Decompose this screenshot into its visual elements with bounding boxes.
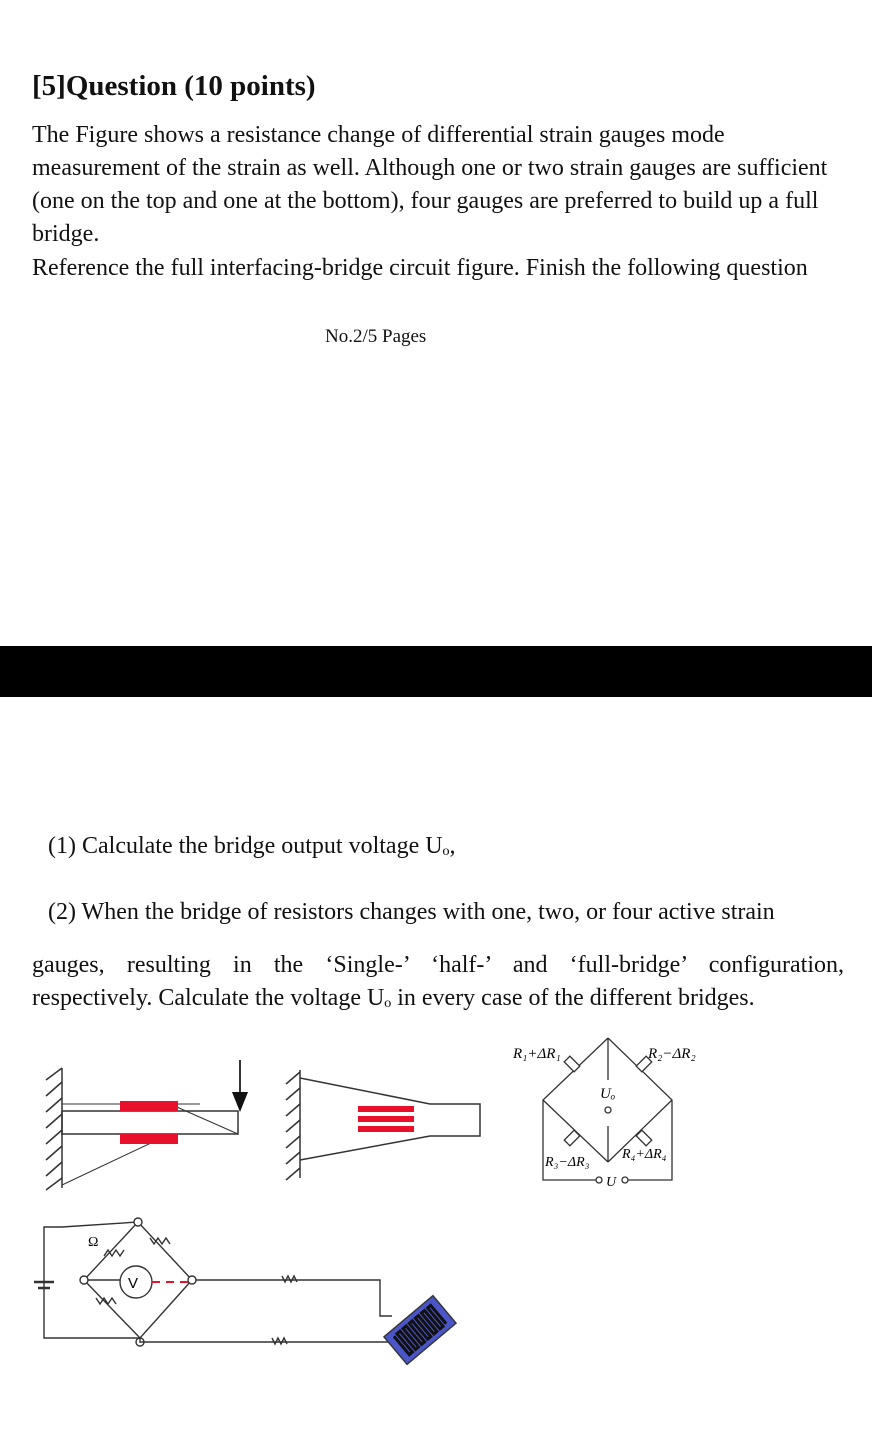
voltmeter-label: V xyxy=(128,1275,139,1292)
top-strain-gauge xyxy=(120,1101,178,1111)
force-arrow-head xyxy=(232,1092,248,1112)
label-uo: Uₒ xyxy=(600,1086,616,1102)
page-number: No.2/5 Pages xyxy=(325,326,427,347)
taper-gauge-2 xyxy=(358,1116,414,1122)
label-r2: R₂−ΔR₂ xyxy=(648,1046,696,1062)
label-r3: R₃−ΔR₃ xyxy=(545,1155,590,1170)
wall-hatching xyxy=(46,1068,62,1190)
cantilever-beam-figure xyxy=(46,1060,248,1190)
label-r4: R₄+ΔR₄ xyxy=(622,1147,667,1162)
ohm-label: Ω xyxy=(88,1235,99,1250)
question-paragraph-2: Reference the full interfacing-bridge circuit figure. Finish the following question xyxy=(32,255,808,281)
question-heading: [5]Question (10 points) xyxy=(32,70,316,102)
bottom-strain-gauge xyxy=(120,1134,178,1144)
taper-gauge-3 xyxy=(358,1126,414,1132)
sub-question-2-line-3: respectively. Calculate the voltage Uₒ in every case of the different bridges. xyxy=(32,985,755,1011)
taper-gauge-1 xyxy=(358,1106,414,1112)
sub-question-2-line-1: (2) When the bridge of resistors changes with one, two, or four active strain xyxy=(48,899,775,925)
tapered-beam-figure xyxy=(286,1070,480,1180)
sub-question-2-line-2: gauges, resulting in the ‘Single-’ ‘half-’ and ‘full-bridge’ configuration, xyxy=(32,952,844,978)
question-paragraph-1: The Figure shows a resistance change of differential strain gauges mode measurement of the strain as well. Although one or two strain gauges are sufficient (one on the top and one at the bottom), four gauges are preferred to build up a full bridge. xyxy=(32,122,828,247)
label-r1: R₁+ΔR₁ xyxy=(513,1046,561,1062)
sub-question-1: (1) Calculate the bridge output voltage Uₒ, xyxy=(48,833,456,859)
label-u: U xyxy=(606,1175,617,1190)
